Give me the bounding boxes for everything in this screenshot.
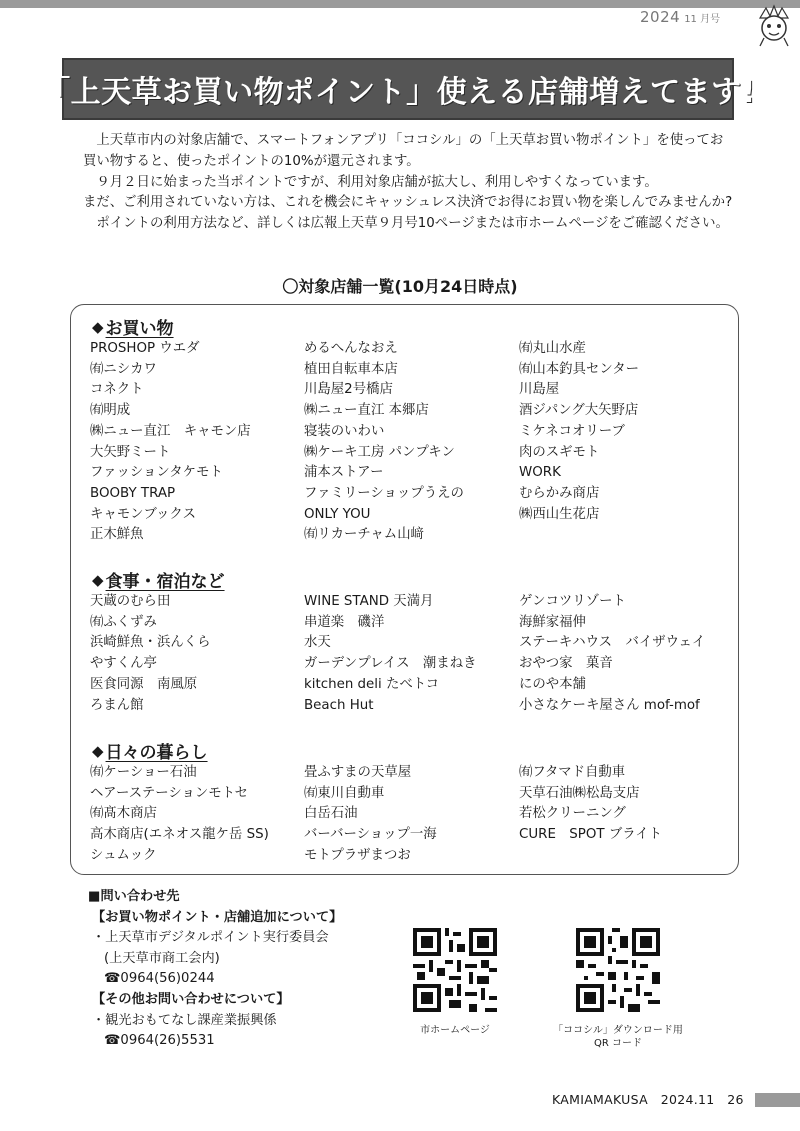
store-item: ㈲髙木商店 — [90, 806, 157, 822]
store-item: ゲンコツリゾート — [519, 594, 626, 609]
store-item: やすくん亭 — [90, 656, 157, 672]
diamond-bullet-icon: ◆ — [92, 317, 104, 336]
store-column-shopping-1 — [90, 339, 251, 546]
store-item: ㈱ニュー直江 本郷店 — [304, 403, 429, 419]
store-item: にのや本舗 — [519, 676, 586, 692]
store-item: バーバーショップ一海 — [304, 827, 437, 843]
diamond-bullet-icon: ◆ — [92, 741, 104, 760]
store-item: ㈲丸山水産 — [519, 341, 586, 356]
intro-text — [83, 131, 733, 235]
store-column-shopping-2 — [304, 339, 464, 546]
contact-org-2: ・観光おもてなし課産業振興係 — [92, 1012, 277, 1028]
contact-subheading-other: 【その他お問い合わせについて】 — [92, 991, 290, 1007]
issue-year: 2024 — [640, 8, 681, 26]
store-item: 川島屋2号橋店 — [304, 382, 393, 398]
store-item: 白岳石油 — [304, 806, 358, 822]
store-item: ファミリーショップうえの — [304, 485, 464, 501]
mascot-icon — [752, 4, 796, 48]
store-item: 海鮮家福伸 — [519, 614, 586, 630]
store-item: ミケネコオリーブ — [519, 423, 625, 439]
footer-text: KAMIAMAKUSA 2024.11 26 — [552, 1092, 744, 1107]
store-item: ㈱ケーキ工房 パンプキン — [304, 444, 455, 460]
store-column-daily-2 — [304, 763, 437, 867]
store-item: 正木鮮魚 — [90, 527, 144, 543]
store-item: めるへんなおえ — [304, 341, 398, 356]
contact-heading: ■問い合わせ先 — [88, 889, 180, 904]
store-item: 肉のスギモト — [519, 444, 600, 460]
store-item: モトプラザまつお — [304, 847, 411, 863]
category-heading-dining — [92, 567, 225, 592]
store-item: むらかみ商店 — [519, 485, 600, 501]
intro-paragraph-3: まだ、ご利用されていない方は、これを機会にキャッシュレス決済でお得にお買い物を楽しんでみませんか? — [83, 195, 733, 211]
store-item: 浦本ストアー — [304, 465, 384, 481]
page-title: 「上天草お買い物ポイント」使える店舗増えてます! — [40, 75, 756, 110]
store-item: ㈲リカーチャム山﨑 — [304, 527, 424, 543]
store-item: ステーキハウス バイザウェイ — [519, 635, 706, 651]
store-item: ONLY YOU — [304, 506, 371, 522]
store-item: PROSHOP ウエダ — [90, 341, 200, 356]
footer-gray-bar — [755, 1093, 800, 1107]
store-item: ㈲ふくずみ — [90, 614, 157, 630]
store-item: ガーデンプレイス 潮まねき — [304, 656, 477, 672]
store-item: 植田自転車本店 — [304, 361, 398, 377]
store-item: おやつ家 菓音 — [519, 656, 613, 672]
store-item: ㈲明成 — [90, 403, 131, 419]
issue-date — [640, 8, 720, 30]
store-item: CURE SPOT ブライト — [519, 827, 663, 843]
store-item: WORK — [519, 465, 561, 481]
diamond-bullet-icon: ◆ — [92, 570, 104, 589]
qr-caption-line-2: QR コード — [594, 1038, 642, 1049]
store-list-title: 〇対象店舗一覧(10月24日時点) — [282, 277, 518, 296]
contact-subheading-points: 【お買い物ポイント・店舗追加について】 — [92, 909, 343, 925]
page-footer — [0, 1090, 800, 1110]
category-heading-shopping — [92, 314, 174, 339]
store-item: kitchen deli たべトコ — [304, 676, 440, 692]
store-column-daily-3 — [519, 763, 662, 846]
store-item: 若松クリーニング — [519, 806, 626, 822]
intro-paragraph-2: ９月２日に始まった当ポイントですが、利用対象店舗が拡大し、利用しやすくなっています。 — [96, 174, 658, 190]
issue-month: 11 月号 — [684, 14, 721, 25]
title-banner — [40, 58, 756, 120]
contact-phone-1: ☎0964(56)0244 — [104, 971, 215, 987]
category-name: 食事・宿泊など — [105, 572, 225, 592]
intro-paragraph-1: 上天草市内の対象店舗で、スマートフォンアプリ「ココシル」の「上天草お買い物ポイント」を使ってお買い物すると、使ったポイントの10%が還元されます。 — [83, 133, 724, 169]
store-item: ㈲フタマド自動車 — [519, 765, 626, 780]
store-item: ㈲ケーショー石油 — [90, 765, 197, 780]
qr-code-cocoshiru-download[interactable] — [576, 928, 660, 1012]
store-item: BOOBY TRAP — [90, 485, 176, 501]
store-item: ヘアーステーションモトセ — [90, 785, 249, 801]
contact-org-1-note: (上天草市商工会内) — [104, 950, 220, 966]
store-item: 畳ふすまの天草屋 — [304, 765, 412, 780]
store-item: 高木商店(エネオス龍ケ岳 SS) — [90, 827, 269, 843]
qr-caption-cocoshiru — [538, 1024, 698, 1050]
store-column-shopping-3 — [519, 339, 639, 525]
store-item: ㈱西山生花店 — [519, 506, 600, 522]
store-item: キャモンブックス — [90, 506, 197, 522]
store-item: 天蔵のむら田 — [90, 594, 171, 609]
store-column-dining-1 — [90, 592, 211, 716]
store-item: 寝装のいわい — [304, 423, 385, 439]
store-item: ㈲ニシカワ — [90, 361, 157, 377]
store-item: 医食同源 南風原 — [90, 676, 198, 692]
store-item: 浜崎鮮魚・浜んくら — [90, 635, 211, 651]
store-item: 酒ジパング大矢野店 — [519, 403, 639, 419]
category-heading-daily-life — [92, 738, 208, 763]
store-item: 天草石油㈱松島支店 — [519, 785, 640, 801]
contact-org-1: ・上天草市デジタルポイント実行委員会 — [92, 930, 329, 946]
qr-caption-line-1: 「ココシル」ダウンロード用 — [553, 1025, 683, 1036]
store-column-dining-2 — [304, 592, 476, 716]
contact-phone-2: ☎0964(26)5531 — [104, 1033, 215, 1049]
store-column-dining-3 — [519, 592, 705, 716]
store-item: 小さなケーキ屋さん mof-mof — [519, 697, 700, 713]
store-item: ファッションタケモト — [90, 465, 223, 481]
qr-code-city-homepage[interactable] — [413, 928, 497, 1012]
store-item: 川島屋 — [519, 382, 560, 398]
store-item: 大矢野ミート — [90, 444, 171, 460]
store-item: 串道楽 磯洋 — [304, 614, 385, 630]
store-item: Beach Hut — [304, 697, 374, 713]
qr-caption-city-homepage: 市ホームページ — [420, 1025, 490, 1036]
category-name: 日々の暮らし — [105, 743, 208, 763]
store-item: コネクト — [90, 382, 144, 398]
store-item: 水天 — [304, 635, 331, 651]
store-item: ㈲東川自動車 — [304, 785, 385, 801]
store-column-daily-1 — [90, 763, 269, 867]
store-item: WINE STAND 天満月 — [304, 594, 434, 609]
store-item: ㈱ニュー直江 キャモン店 — [90, 423, 251, 439]
store-item: ろまん館 — [90, 697, 144, 713]
category-name: お買い物 — [105, 319, 174, 339]
top-gray-bar — [0, 0, 800, 8]
store-item: ㈲山本釣具センター — [519, 361, 639, 377]
store-item: シュムック — [90, 847, 157, 863]
intro-paragraph-4: ポイントの利用方法など、詳しくは広報上天草９月号10ページまたは市ホームページをご確認ください。 — [96, 216, 729, 232]
contact-section — [88, 887, 408, 1052]
